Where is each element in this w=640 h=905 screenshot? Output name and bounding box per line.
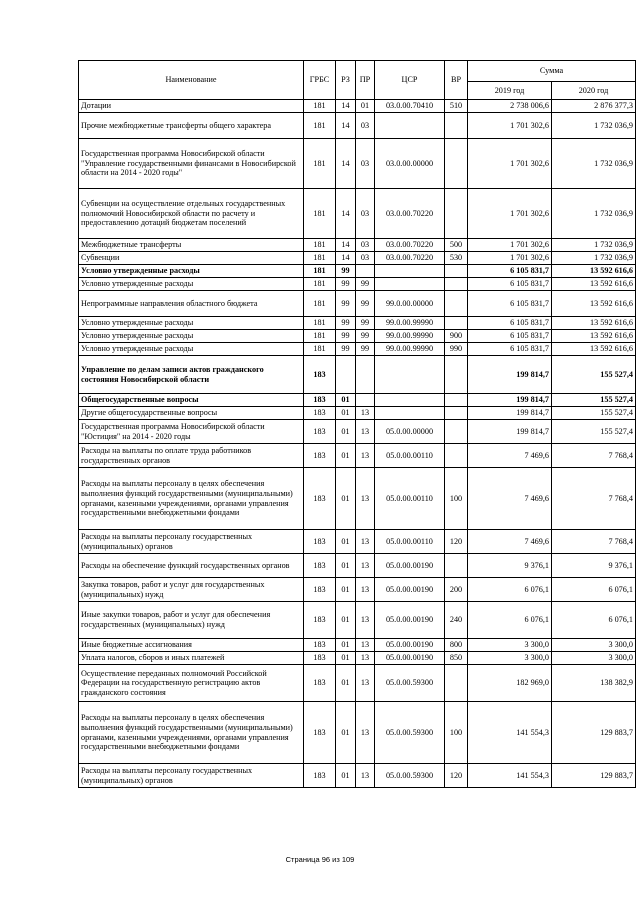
table-row bbox=[79, 100, 636, 113]
cell-csr: 05.0.00.00190 bbox=[375, 554, 445, 578]
table-row bbox=[79, 239, 636, 252]
cell-2020: 6 076,1 bbox=[552, 602, 636, 639]
cell-2020: 7 768,4 bbox=[552, 468, 636, 530]
cell-2020: 13 592 616,6 bbox=[552, 317, 636, 330]
cell-rz: 14 bbox=[336, 139, 356, 189]
header-year-2020: 2020 год bbox=[552, 82, 636, 100]
cell-pr: 13 bbox=[356, 702, 375, 764]
cell-rz: 99 bbox=[336, 317, 356, 330]
cell-vr bbox=[445, 139, 468, 189]
cell-rz: 14 bbox=[336, 100, 356, 113]
cell-2019: 6 105 831,7 bbox=[468, 317, 552, 330]
cell-2019: 141 554,3 bbox=[468, 764, 552, 788]
cell-2019: 6 076,1 bbox=[468, 602, 552, 639]
cell-name: Расходы на обеспечение функций государственных органов bbox=[79, 554, 304, 578]
cell-2019: 199 814,7 bbox=[468, 420, 552, 444]
cell-csr: 03.0.00.00000 bbox=[375, 139, 445, 189]
cell-2019: 182 969,0 bbox=[468, 665, 552, 702]
cell-csr bbox=[375, 113, 445, 139]
cell-2020: 13 592 616,6 bbox=[552, 278, 636, 291]
cell-2020: 1 732 036,9 bbox=[552, 139, 636, 189]
cell-2019: 1 701 302,6 bbox=[468, 189, 552, 239]
cell-vr bbox=[445, 189, 468, 239]
cell-vr: 530 bbox=[445, 252, 468, 265]
cell-vr: 900 bbox=[445, 330, 468, 343]
cell-pr: 13 bbox=[356, 578, 375, 602]
table-row bbox=[79, 468, 636, 530]
cell-csr bbox=[375, 407, 445, 420]
cell-vr bbox=[445, 444, 468, 468]
cell-2020: 155 527,4 bbox=[552, 394, 636, 407]
cell-2019: 7 469,6 bbox=[468, 468, 552, 530]
cell-name: Условно утвержденные расходы bbox=[79, 265, 304, 278]
table-row bbox=[79, 252, 636, 265]
cell-csr: 05.0.00.59300 bbox=[375, 702, 445, 764]
table-row bbox=[79, 702, 636, 764]
cell-name: Осуществление переданных полномочий Российской Федерации на государственную регистрацию актов гражданского состояния bbox=[79, 665, 304, 702]
header-csr: ЦСР bbox=[375, 61, 445, 100]
cell-csr: 03.0.00.70410 bbox=[375, 100, 445, 113]
cell-2019: 7 469,6 bbox=[468, 444, 552, 468]
cell-2019: 6 105 831,7 bbox=[468, 278, 552, 291]
cell-grbs: 183 bbox=[304, 444, 336, 468]
cell-grbs: 183 bbox=[304, 652, 336, 665]
cell-rz: 01 bbox=[336, 420, 356, 444]
cell-2019: 9 376,1 bbox=[468, 554, 552, 578]
cell-grbs: 183 bbox=[304, 639, 336, 652]
table-row bbox=[79, 394, 636, 407]
cell-grbs: 183 bbox=[304, 394, 336, 407]
cell-csr: 05.0.00.00190 bbox=[375, 652, 445, 665]
cell-name: Условно утвержденные расходы bbox=[79, 330, 304, 343]
cell-rz: 01 bbox=[336, 602, 356, 639]
cell-vr: 100 bbox=[445, 702, 468, 764]
table-row bbox=[79, 343, 636, 356]
header-year-2019: 2019 год bbox=[468, 82, 552, 100]
cell-pr: 13 bbox=[356, 530, 375, 554]
cell-csr: 05.0.00.00110 bbox=[375, 444, 445, 468]
cell-vr bbox=[445, 665, 468, 702]
cell-vr bbox=[445, 278, 468, 291]
table-row bbox=[79, 530, 636, 554]
table-row bbox=[79, 764, 636, 788]
cell-2019: 2 738 006,6 bbox=[468, 100, 552, 113]
cell-name: Иные бюджетные ассигнования bbox=[79, 639, 304, 652]
header-pr: ПР bbox=[356, 61, 375, 100]
cell-vr bbox=[445, 554, 468, 578]
cell-2020: 13 592 616,6 bbox=[552, 265, 636, 278]
cell-csr: 05.0.00.00110 bbox=[375, 530, 445, 554]
cell-grbs: 181 bbox=[304, 343, 336, 356]
cell-rz: 01 bbox=[336, 554, 356, 578]
cell-csr: 05.0.00.00110 bbox=[375, 468, 445, 530]
cell-vr: 120 bbox=[445, 764, 468, 788]
cell-grbs: 181 bbox=[304, 265, 336, 278]
cell-csr bbox=[375, 265, 445, 278]
cell-2019: 3 300,0 bbox=[468, 639, 552, 652]
cell-2019: 6 105 831,7 bbox=[468, 291, 552, 317]
cell-grbs: 183 bbox=[304, 764, 336, 788]
cell-name: Прочие межбюджетные трансферты общего характера bbox=[79, 113, 304, 139]
cell-name: Расходы на выплаты персоналу в целях обеспечения выполнения функций государственными (муниципальными) органами, казенными учреждениями, органами управления государственными внебюджетными фондами bbox=[79, 702, 304, 764]
cell-pr: 13 bbox=[356, 665, 375, 702]
table-row bbox=[79, 554, 636, 578]
table-row bbox=[79, 139, 636, 189]
cell-name: Иные закупки товаров, работ и услуг для обеспечения государственных (муниципальных) нужд bbox=[79, 602, 304, 639]
table-row bbox=[79, 665, 636, 702]
cell-rz: 01 bbox=[336, 764, 356, 788]
page-footer: Страница 96 из 109 bbox=[285, 855, 355, 864]
cell-grbs: 181 bbox=[304, 189, 336, 239]
cell-2019: 1 701 302,6 bbox=[468, 239, 552, 252]
cell-vr: 510 bbox=[445, 100, 468, 113]
cell-grbs: 181 bbox=[304, 113, 336, 139]
cell-pr: 13 bbox=[356, 764, 375, 788]
cell-rz: 99 bbox=[336, 265, 356, 278]
cell-grbs: 181 bbox=[304, 330, 336, 343]
cell-pr: 13 bbox=[356, 554, 375, 578]
cell-2019: 6 076,1 bbox=[468, 578, 552, 602]
header-vr: ВР bbox=[445, 61, 468, 100]
cell-name: Управление по делам записи актов гражданского состояния Новосибирской области bbox=[79, 356, 304, 394]
cell-pr: 13 bbox=[356, 468, 375, 530]
cell-2020: 1 732 036,9 bbox=[552, 239, 636, 252]
cell-2019: 6 105 831,7 bbox=[468, 343, 552, 356]
cell-vr: 200 bbox=[445, 578, 468, 602]
cell-vr bbox=[445, 407, 468, 420]
cell-rz: 14 bbox=[336, 252, 356, 265]
table-row bbox=[79, 356, 636, 394]
cell-name: Расходы на выплаты персоналу государственных (муниципальных) органов bbox=[79, 764, 304, 788]
cell-grbs: 183 bbox=[304, 530, 336, 554]
cell-rz: 14 bbox=[336, 189, 356, 239]
cell-pr: 03 bbox=[356, 189, 375, 239]
cell-rz: 99 bbox=[336, 330, 356, 343]
cell-rz: 01 bbox=[336, 444, 356, 468]
budget-table bbox=[78, 60, 636, 788]
table-row bbox=[79, 420, 636, 444]
cell-2020: 1 732 036,9 bbox=[552, 189, 636, 239]
cell-grbs: 181 bbox=[304, 317, 336, 330]
table-row bbox=[79, 602, 636, 639]
cell-grbs: 181 bbox=[304, 100, 336, 113]
cell-rz bbox=[336, 356, 356, 394]
cell-grbs: 183 bbox=[304, 602, 336, 639]
cell-name: Субвенции на осуществление отдельных государственных полномочий Новосибирской области по расчету и предоставлению дотаций бюджетам поселений bbox=[79, 189, 304, 239]
cell-vr bbox=[445, 394, 468, 407]
cell-name: Условно утвержденные расходы bbox=[79, 278, 304, 291]
cell-vr bbox=[445, 420, 468, 444]
table-row bbox=[79, 265, 636, 278]
cell-vr bbox=[445, 265, 468, 278]
cell-pr: 01 bbox=[356, 100, 375, 113]
table-row bbox=[79, 278, 636, 291]
cell-csr: 99.0.00.00000 bbox=[375, 291, 445, 317]
table-row bbox=[79, 189, 636, 239]
cell-2020: 3 300,0 bbox=[552, 652, 636, 665]
cell-2019: 1 701 302,6 bbox=[468, 113, 552, 139]
cell-pr bbox=[356, 394, 375, 407]
cell-csr: 99.0.00.99990 bbox=[375, 317, 445, 330]
cell-2019: 1 701 302,6 bbox=[468, 139, 552, 189]
cell-2019: 7 469,6 bbox=[468, 530, 552, 554]
cell-vr bbox=[445, 113, 468, 139]
cell-pr: 13 bbox=[356, 652, 375, 665]
cell-2019: 3 300,0 bbox=[468, 652, 552, 665]
cell-2020: 2 876 377,3 bbox=[552, 100, 636, 113]
cell-rz: 99 bbox=[336, 278, 356, 291]
cell-name: Другие общегосударственные вопросы bbox=[79, 407, 304, 420]
cell-grbs: 183 bbox=[304, 665, 336, 702]
cell-vr: 500 bbox=[445, 239, 468, 252]
cell-name: Непрограммные направления областного бюджета bbox=[79, 291, 304, 317]
cell-grbs: 183 bbox=[304, 356, 336, 394]
cell-csr: 03.0.00.70220 bbox=[375, 252, 445, 265]
cell-csr: 03.0.00.70220 bbox=[375, 239, 445, 252]
cell-rz: 01 bbox=[336, 652, 356, 665]
cell-name: Уплата налогов, сборов и иных платежей bbox=[79, 652, 304, 665]
cell-grbs: 181 bbox=[304, 291, 336, 317]
cell-grbs: 183 bbox=[304, 407, 336, 420]
cell-2020: 13 592 616,6 bbox=[552, 291, 636, 317]
cell-name: Государственная программа Новосибирской области "Управление государственными финансами в Новосибирской области на 2014 - 2020 годы" bbox=[79, 139, 304, 189]
cell-pr: 13 bbox=[356, 407, 375, 420]
cell-csr: 03.0.00.70220 bbox=[375, 189, 445, 239]
cell-rz: 01 bbox=[336, 578, 356, 602]
cell-rz: 01 bbox=[336, 665, 356, 702]
cell-pr: 03 bbox=[356, 139, 375, 189]
cell-2020: 129 883,7 bbox=[552, 764, 636, 788]
cell-2020: 155 527,4 bbox=[552, 356, 636, 394]
table-row bbox=[79, 330, 636, 343]
cell-rz: 01 bbox=[336, 639, 356, 652]
cell-pr: 99 bbox=[356, 343, 375, 356]
cell-name: Расходы на выплаты персоналу государственных (муниципальных) органов bbox=[79, 530, 304, 554]
cell-rz: 01 bbox=[336, 468, 356, 530]
cell-2019: 199 814,7 bbox=[468, 356, 552, 394]
cell-2020: 3 300,0 bbox=[552, 639, 636, 652]
cell-rz: 01 bbox=[336, 407, 356, 420]
cell-pr: 13 bbox=[356, 639, 375, 652]
cell-vr: 120 bbox=[445, 530, 468, 554]
cell-pr: 03 bbox=[356, 252, 375, 265]
cell-2020: 7 768,4 bbox=[552, 444, 636, 468]
cell-rz: 14 bbox=[336, 239, 356, 252]
cell-2020: 1 732 036,9 bbox=[552, 252, 636, 265]
cell-2020: 155 527,4 bbox=[552, 420, 636, 444]
cell-name: Государственная программа Новосибирской области "Юстиция" на 2014 - 2020 годы bbox=[79, 420, 304, 444]
cell-grbs: 183 bbox=[304, 554, 336, 578]
cell-vr bbox=[445, 317, 468, 330]
cell-name: Условно утвержденные расходы bbox=[79, 343, 304, 356]
cell-vr: 240 bbox=[445, 602, 468, 639]
cell-vr: 850 bbox=[445, 652, 468, 665]
cell-rz: 01 bbox=[336, 394, 356, 407]
cell-csr: 05.0.00.00190 bbox=[375, 602, 445, 639]
cell-vr: 100 bbox=[445, 468, 468, 530]
cell-rz: 01 bbox=[336, 702, 356, 764]
cell-name: Расходы на выплаты персоналу в целях обеспечения выполнения функций государственными (муниципальными) органами, казенными учреждениями, органами управления государственными внебюджетными фондами bbox=[79, 468, 304, 530]
table-row bbox=[79, 578, 636, 602]
budget-sheet bbox=[78, 60, 635, 788]
table-row bbox=[79, 652, 636, 665]
header-name: Наименование bbox=[79, 61, 304, 100]
cell-csr: 05.0.00.59300 bbox=[375, 764, 445, 788]
cell-csr: 05.0.00.00000 bbox=[375, 420, 445, 444]
cell-pr: 03 bbox=[356, 239, 375, 252]
cell-csr: 99.0.00.99990 bbox=[375, 343, 445, 356]
cell-2020: 9 376,1 bbox=[552, 554, 636, 578]
cell-name: Расходы на выплаты по оплате труда работников государственных органов bbox=[79, 444, 304, 468]
cell-vr: 990 bbox=[445, 343, 468, 356]
cell-2019: 6 105 831,7 bbox=[468, 330, 552, 343]
cell-2019: 199 814,7 bbox=[468, 407, 552, 420]
cell-2020: 138 382,9 bbox=[552, 665, 636, 702]
cell-2019: 1 701 302,6 bbox=[468, 252, 552, 265]
cell-vr bbox=[445, 291, 468, 317]
table-body bbox=[79, 100, 636, 788]
cell-rz: 99 bbox=[336, 343, 356, 356]
cell-grbs: 183 bbox=[304, 468, 336, 530]
cell-csr: 05.0.00.59300 bbox=[375, 665, 445, 702]
cell-2020: 6 076,1 bbox=[552, 578, 636, 602]
cell-csr bbox=[375, 394, 445, 407]
cell-name: Закупка товаров, работ и услуг для государственных (муниципальных) нужд bbox=[79, 578, 304, 602]
header-rz: РЗ bbox=[336, 61, 356, 100]
cell-grbs: 183 bbox=[304, 702, 336, 764]
table-header bbox=[79, 61, 636, 100]
cell-rz: 99 bbox=[336, 291, 356, 317]
cell-grbs: 181 bbox=[304, 239, 336, 252]
cell-grbs: 181 bbox=[304, 278, 336, 291]
cell-csr bbox=[375, 356, 445, 394]
cell-csr: 99.0.00.99990 bbox=[375, 330, 445, 343]
table-row bbox=[79, 407, 636, 420]
table-row bbox=[79, 113, 636, 139]
cell-pr: 03 bbox=[356, 113, 375, 139]
cell-2019: 199 814,7 bbox=[468, 394, 552, 407]
cell-csr: 05.0.00.00190 bbox=[375, 578, 445, 602]
cell-grbs: 181 bbox=[304, 252, 336, 265]
header-sum: Сумма bbox=[468, 61, 636, 82]
cell-rz: 01 bbox=[336, 530, 356, 554]
cell-grbs: 183 bbox=[304, 420, 336, 444]
cell-name: Межбюджетные трансферты bbox=[79, 239, 304, 252]
cell-vr: 800 bbox=[445, 639, 468, 652]
cell-2020: 7 768,4 bbox=[552, 530, 636, 554]
cell-csr: 05.0.00.00190 bbox=[375, 639, 445, 652]
cell-pr: 13 bbox=[356, 444, 375, 468]
cell-pr: 13 bbox=[356, 420, 375, 444]
table-row bbox=[79, 291, 636, 317]
table-row bbox=[79, 639, 636, 652]
header-grbs: ГРБС bbox=[304, 61, 336, 100]
cell-grbs: 183 bbox=[304, 578, 336, 602]
cell-2020: 129 883,7 bbox=[552, 702, 636, 764]
table-row bbox=[79, 444, 636, 468]
cell-pr: 13 bbox=[356, 602, 375, 639]
cell-2020: 13 592 616,6 bbox=[552, 343, 636, 356]
cell-rz: 14 bbox=[336, 113, 356, 139]
cell-2020: 1 732 036,9 bbox=[552, 113, 636, 139]
cell-pr: 99 bbox=[356, 291, 375, 317]
table-row bbox=[79, 317, 636, 330]
cell-name: Субвенции bbox=[79, 252, 304, 265]
cell-csr bbox=[375, 278, 445, 291]
cell-pr bbox=[356, 265, 375, 278]
cell-name: Общегосударственные вопросы bbox=[79, 394, 304, 407]
cell-2019: 141 554,3 bbox=[468, 702, 552, 764]
cell-pr: 99 bbox=[356, 330, 375, 343]
cell-pr bbox=[356, 356, 375, 394]
cell-name: Условно утвержденные расходы bbox=[79, 317, 304, 330]
cell-grbs: 181 bbox=[304, 139, 336, 189]
cell-vr bbox=[445, 356, 468, 394]
cell-2020: 155 527,4 bbox=[552, 407, 636, 420]
cell-pr: 99 bbox=[356, 317, 375, 330]
cell-pr: 99 bbox=[356, 278, 375, 291]
cell-2019: 6 105 831,7 bbox=[468, 265, 552, 278]
cell-2020: 13 592 616,6 bbox=[552, 330, 636, 343]
cell-name: Дотации bbox=[79, 100, 304, 113]
